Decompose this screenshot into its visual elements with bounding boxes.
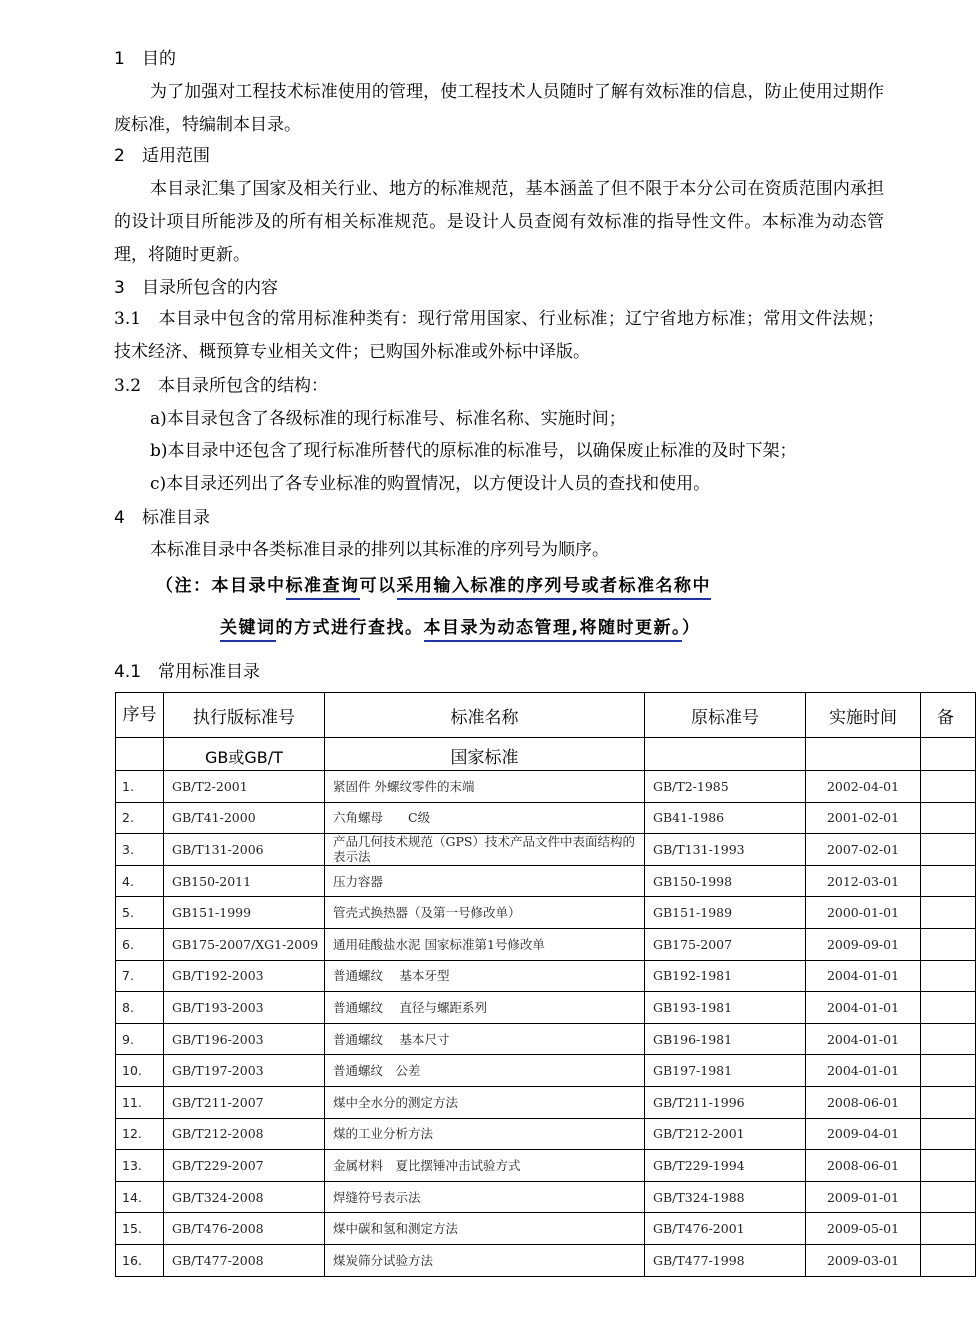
list-item-c: c)本目录还列出了各专业标准的购置情况，以方便设计人员的查找和使用。 [150,474,711,494]
row-current-code: GB/T196-2003 [164,1023,325,1055]
row-standard-name: 六角螺母 C级 [325,802,645,834]
section-2-paragraph: 本目录汇集了国家及相关行业、地方的标准规范，基本涵盖了但不限于本分公司在资质范围内承担的设计项目所能涉及的所有相关标准规范。是设计人员查阅有效标准的指导性文件。本标准为动态管理，将随时更新。 [114,179,884,265]
row-current-code: GB/T324-2008 [164,1181,325,1213]
list-item-b: b)本目录中还包含了现行标准所替代的原标准的标准号，以确保废止标准的及时下架； [150,441,797,461]
row-effective-date: 2000-01-01 [806,897,921,929]
row-effective-date: 2004-01-01 [806,1023,921,1055]
table-row [116,1213,976,1245]
row-seq: 2. [116,802,164,834]
note-underline-dynamic: 本目录为动态管理,将随时更新。 [424,618,682,642]
row-remark [921,1181,976,1213]
row-remark [921,1244,976,1276]
header-original-code: 原标准号 [645,693,806,738]
row-standard-name: 煤的工业分析方法 [325,1118,645,1150]
row-seq: 11. [116,1086,164,1118]
table-row [116,1150,976,1182]
row-current-code: GB/T41-2000 [164,802,325,834]
row-effective-date: 2009-09-01 [806,928,921,960]
row-seq: 8. [116,992,164,1024]
row-remark [921,771,976,803]
row-effective-date: 2009-03-01 [806,1244,921,1276]
row-seq: 1. [116,771,164,803]
row-current-code: GB150-2011 [164,865,325,897]
row-original-code: GB197-1981 [645,1055,806,1087]
row-remark [921,1118,976,1150]
row-remark [921,1055,976,1087]
note-line-1: （注：本目录中标准查询可以采用输入标准的序列号或者标准名称中 [156,574,711,598]
section-3-heading: 3 目录所包含的内容 [114,278,278,298]
row-effective-date: 2004-01-01 [806,1055,921,1087]
row-standard-name: 紧固件 外螺纹零件的末端 [325,771,645,803]
row-current-code: GB/T476-2008 [164,1213,325,1245]
row-original-code: GB/T476-2001 [645,1213,806,1245]
row-original-code: GB/T229-1994 [645,1150,806,1182]
row-remark [921,834,976,866]
table-row [116,1086,976,1118]
table-row [116,960,976,992]
row-effective-date: 2009-01-01 [806,1181,921,1213]
table-row [116,865,976,897]
row-current-code: GB/T229-2007 [164,1150,325,1182]
table-header-row [116,693,976,738]
row-standard-name: 通用硅酸盐水泥 国家标准第1号修改单 [325,928,645,960]
row-seq: 12. [116,1118,164,1150]
header-standard-name: 标准名称 [325,693,645,738]
category-row [116,738,976,771]
category-name: 国家标准 [325,738,645,771]
section-1-heading: 1 目的 [114,49,176,69]
row-seq: 10. [116,1055,164,1087]
section-1-paragraph: 为了加强对工程技术标准使用的管理，使工程技术人员随时了解有效标准的信息，防止使用过期作废标准，特编制本目录。 [114,82,884,135]
row-current-code: GB/T2-2001 [164,771,325,803]
note-underline-keyword: 关键词 [220,618,276,642]
row-current-code: GB175-2007/XG1-2009 [164,928,325,960]
row-current-code: GB151-1999 [164,897,325,929]
row-original-code: GB/T324-1988 [645,1181,806,1213]
row-effective-date: 2009-04-01 [806,1118,921,1150]
header-effective-date: 实施时间 [806,693,921,738]
row-remark [921,928,976,960]
row-effective-date: 2004-01-01 [806,960,921,992]
category-code: GB或GB/T [164,738,325,771]
table-title: 4.1 常用标准目录 [114,662,261,682]
row-current-code: GB/T197-2003 [164,1055,325,1087]
row-effective-date: 2008-06-01 [806,1086,921,1118]
row-original-code: GB192-1981 [645,960,806,992]
row-seq: 15. [116,1213,164,1245]
section-3-1-paragraph: 3.1 本目录中包含的常用标准种类有：现行常用国家、行业标准；辽宁省地方标准；常用文件法规；技术经济、概预算专业相关文件；已购国外标准或外标中译版。 [114,309,884,362]
row-seq: 4. [116,865,164,897]
header-remark: 备 [921,693,976,738]
row-original-code: GB150-1998 [645,865,806,897]
row-seq: 13. [116,1150,164,1182]
row-original-code: GB196-1981 [645,1023,806,1055]
row-remark [921,1213,976,1245]
row-standard-name: 产品几何技术规范（GPS）技术产品文件中表面结构的表示法 [325,834,645,866]
row-standard-name: 煤中全水分的测定方法 [325,1086,645,1118]
row-original-code: GB175-2007 [645,928,806,960]
section-4-heading: 4 标准目录 [114,508,210,528]
row-original-code: GB/T212-2001 [645,1118,806,1150]
header-seq: 序号 [116,693,164,738]
table-row [116,928,976,960]
row-standard-name: 普通螺纹 直径与螺距系列 [325,992,645,1024]
row-original-code: GB151-1989 [645,897,806,929]
note-line-2: 关键词的方式进行查找。本目录为动态管理,将随时更新。） [220,616,700,640]
row-seq: 7. [116,960,164,992]
section-4-paragraph: 本标准目录中各类标准目录的排列以其标准的序列号为顺序。 [150,540,609,560]
table-row [116,992,976,1024]
table-row [116,1118,976,1150]
row-standard-name: 压力容器 [325,865,645,897]
table-row [116,1055,976,1087]
row-seq: 14. [116,1181,164,1213]
row-standard-name: 普通螺纹 基本尺寸 [325,1023,645,1055]
row-remark [921,1086,976,1118]
table-row [116,834,976,866]
row-current-code: GB/T477-2008 [164,1244,325,1276]
table-row [116,802,976,834]
row-effective-date: 2004-01-01 [806,992,921,1024]
row-current-code: GB/T211-2007 [164,1086,325,1118]
row-remark [921,1150,976,1182]
row-seq: 5. [116,897,164,929]
row-standard-name: 煤炭筛分试验方法 [325,1244,645,1276]
row-remark [921,897,976,929]
note-underline-query: 标准查询 [286,576,360,600]
row-remark [921,802,976,834]
row-remark [921,992,976,1024]
row-original-code: GB193-1981 [645,992,806,1024]
row-current-code: GB/T212-2008 [164,1118,325,1150]
row-effective-date: 2007-02-01 [806,834,921,866]
row-original-code: GB41-1986 [645,802,806,834]
table-row [116,771,976,803]
header-current-code: 执行版标准号 [164,693,325,738]
row-seq: 9. [116,1023,164,1055]
note-underline-method: 采用输入标准的序列号或者标准名称中 [397,576,712,600]
standards-table [115,692,976,1277]
section-2-heading: 2 适用范围 [114,146,210,166]
row-standard-name: 管壳式换热器（及第一号修改单） [325,897,645,929]
row-effective-date: 2001-02-01 [806,802,921,834]
row-seq: 16. [116,1244,164,1276]
row-remark [921,865,976,897]
row-standard-name: 金属材料 夏比摆锤冲击试验方式 [325,1150,645,1182]
section-3-2-line: 3.2 本目录所包含的结构： [114,376,329,396]
row-original-code: GB/T211-1996 [645,1086,806,1118]
row-standard-name: 煤中碳和氢和测定方法 [325,1213,645,1245]
row-effective-date: 2012-03-01 [806,865,921,897]
row-effective-date: 2008-06-01 [806,1150,921,1182]
row-standard-name: 普通螺纹 基本牙型 [325,960,645,992]
row-seq: 3. [116,834,164,866]
table-row [116,1023,976,1055]
row-current-code: GB/T193-2003 [164,992,325,1024]
list-item-a: a)本目录包含了各级标准的现行标准号、标准名称、实施时间； [150,409,626,429]
row-standard-name: 普通螺纹 公差 [325,1055,645,1087]
row-seq: 6. [116,928,164,960]
table-row [116,1244,976,1276]
row-standard-name: 焊缝符号表示法 [325,1181,645,1213]
row-original-code: GB/T131-1993 [645,834,806,866]
table-row [116,897,976,929]
row-effective-date: 2002-04-01 [806,771,921,803]
row-effective-date: 2009-05-01 [806,1213,921,1245]
table-row [116,1181,976,1213]
row-original-code: GB/T2-1985 [645,771,806,803]
row-remark [921,1023,976,1055]
row-original-code: GB/T477-1998 [645,1244,806,1276]
row-remark [921,960,976,992]
row-current-code: GB/T192-2003 [164,960,325,992]
row-current-code: GB/T131-2006 [164,834,325,866]
